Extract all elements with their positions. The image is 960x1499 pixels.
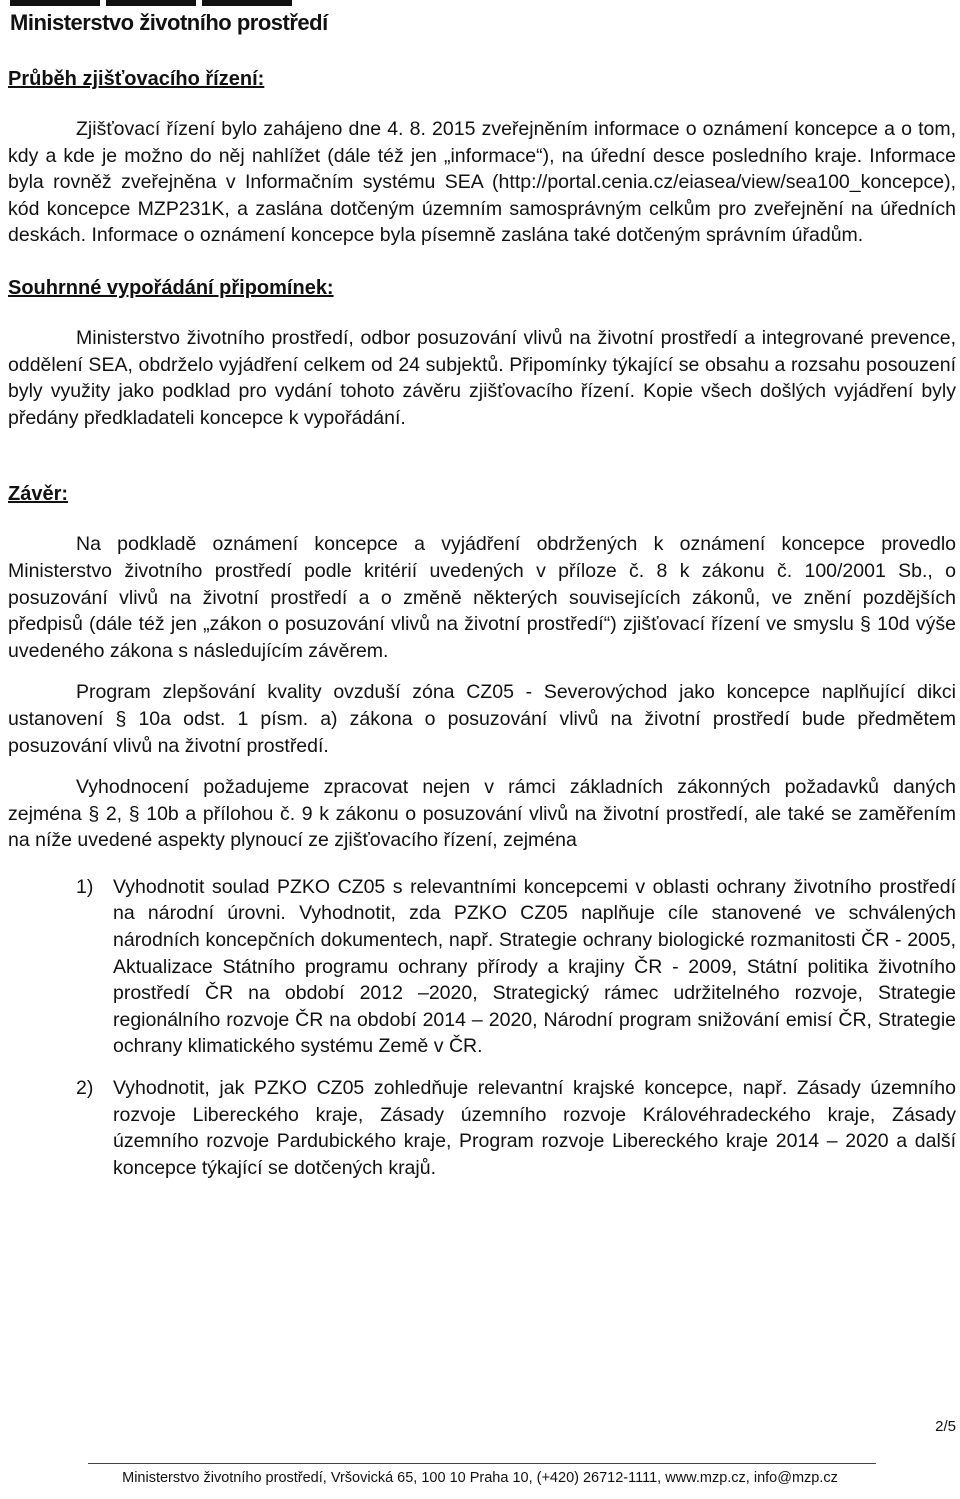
paragraph-proceedings: Zjišťovací řízení bylo zahájeno dne 4. 8. 2015 zveřejněním informace o oznámení koncepce a o tom, kdy a kde je možno do něj nahlížet (dále též jen „informace“), na úřední desce posledního kraje. Informace byla rovněž zveřejněna v Informačním systému SEA (http://portal.cenia.cz/eiasea/view/sea100_koncepce), kód koncepce MZP231K, a zaslána dotčeným územním samosprávným celkům pro zveřejnění na úředních deskách. Informace o oznámení koncepce byla písemně zaslána také dotčeným správním úřadům. [8, 118, 956, 247]
section-heading-conclusion: Závěr: [8, 483, 69, 506]
list-item-number: 2) [76, 1077, 94, 1100]
list-item-text: Vyhodnotit soulad PZKO CZ05 s relevantními koncepcemi v oblasti ochrany životního prostředí na národní úrovni. Vyhodnotit, zda PZKO CZ05 naplňuje cíle stanovené ve schválených národních koncepčních dokumentech, např. Strategie ochrany biologické rozmanitosti ČR - 2005, Aktualizace Státního programu ochrany přírody a krajiny ČR - 2009, Státní politika životního prostředí ČR na období 2012 –2020, Strategický rámec udržitelného rozvoje, Strategie regionálního rozvoje ČR na období 2014 – 2020, Národní program snižování emisí ČR, Strategie ochrany klimatického systému Země v ČR. [113, 875, 956, 1058]
section-heading-proceedings: Průběh zjišťovacího řízení: [8, 68, 265, 90]
logo-bars [10, 0, 292, 6]
section-heading-comments: Souhrnné vypořádání připomínek: [8, 276, 334, 299]
paragraph-conclusion-3: Vyhodnocení požadujeme zpracovat nejen v rámci základních zákonných požadavků daných zejména § 2, § 10b a přílohou č. 9 k zákonu o posuzování vlivů na životní prostředí, ale také se zaměřením na níže uvedené aspekty plynoucí ze zjišťovacího řízení, zejména [8, 776, 956, 852]
paragraph-comments: Ministerstvo životního prostředí, odbor posuzování vlivů na životní prostředí a integrované prevence, oddělení SEA, obdrželo vyjádření celkem od 24 subjektů. Připomínky týkající se obsahu a rozsahu posouzení byly využity jako podklad pro vydání tohoto závěru zjišťovacího řízení. Kopie všech došlých vyjádření byly předány předkladateli koncepce k vypořádání. [8, 326, 956, 429]
list-item-number: 1) [76, 875, 94, 898]
footer-divider [88, 1463, 876, 1464]
paragraph-conclusion-1: Na podkladě oznámení koncepce a vyjádření obdržených k oznámení koncepce provedlo Ministerstvo životního prostředí podle kritérií uvedených v příloze č. 8 k zákonu č. 100/2001 Sb., o posuzování vlivů na životní prostředí a o změně některých souvisejících zákonů, ve znění pozdějších předpisů (dále též jen „zákon o posuzování vlivů na životní prostředí“) zjišťovací řízení ve smyslu § 10d výše uvedeného zákona s následujícím závěrem. [8, 533, 956, 662]
list-item-text: Vyhodnotit, jak PZKO CZ05 zohledňuje relevantní krajské koncepce, např. Zásady územního rozvoje Libereckého kraje, Zásady územního rozvoje Královéhradeckého kraje, Zásady územního rozvoje Pardubického kraje, Program rozvoje Libereckého kraje 2014 – 2020 a další koncepce týkající se dotčených krajů. [113, 1077, 956, 1179]
ministry-logo-text: Ministerstvo životního prostředí [10, 10, 328, 35]
page-number: 2/5 [935, 1418, 956, 1435]
document-body [8, 66, 956, 1181]
list-item [76, 874, 956, 1060]
list-item [76, 1075, 956, 1181]
paragraph-conclusion-2: Program zlepšování kvality ovzduší zóna CZ05 - Severovýchod jako koncepce naplňující dikci ustanovení § 10a odst. 1 písm. a) zákona o posuzování vlivů na životní prostředí bude předmětem posuzování vlivů na životní prostředí. [8, 681, 956, 757]
footer-contact: Ministerstvo životního prostředí, Vršovická 65, 100 10 Praha 10, (+420) 26712-1111, www.mzp.cz, info@mzp.cz [122, 1470, 838, 1486]
